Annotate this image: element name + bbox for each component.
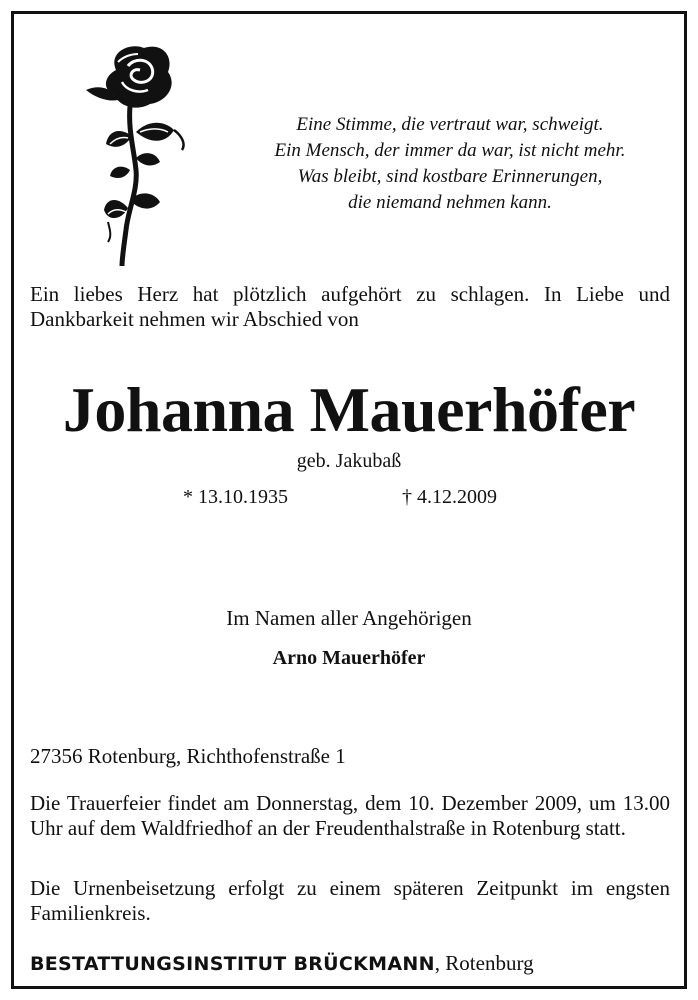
urn-burial-text: Die Urnenbeisetzung erfolgt zu einem späteren Zeitpunkt im engsten Familienkreis. <box>30 876 670 925</box>
signer-name: Arno Mauerhöfer <box>272 647 426 669</box>
intro-text: Ein liebes Herz hat plötzlich aufgehört zu schlagen. In Liebe und Dankbarkeit nehmen wir Abschied von <box>30 282 670 331</box>
memorial-poem <box>240 112 660 216</box>
death-date: † 4.12.2009 <box>402 486 497 508</box>
poem-line: Eine Stimme, die vertraut war, schweigt. <box>296 114 604 135</box>
poem-line: Ein Mensch, der immer da war, ist nicht mehr. <box>274 140 626 161</box>
address: 27356 Rotenburg, Richthofenstraße 1 <box>30 744 346 768</box>
deceased-name: Johanna Mauerhöfer <box>62 374 636 445</box>
birth-date: * 13.10.1935 <box>183 486 288 508</box>
birth-name: geb. Jakubaß <box>296 450 402 472</box>
rose-icon <box>78 40 198 270</box>
poem-line: die niemand nehmen kann. <box>348 192 552 213</box>
funeral-home-city: , Rotenburg <box>434 951 534 975</box>
poem-line: Was bleibt, sind kostbare Erinnerungen, <box>297 166 603 187</box>
ceremony-text: Die Trauerfeier findet am Donnerstag, dem 10. Dezember 2009, um 13.00 Uhr auf dem Waldfriedhof an der Freudenthalstraße in Rotenburg statt. <box>30 791 670 840</box>
funeral-home-name: BESTATTUNGSINSTITUT BRÜCKMANN <box>30 953 435 975</box>
family-line: Im Namen aller Angehörigen <box>226 606 472 630</box>
funeral-home <box>30 950 534 977</box>
